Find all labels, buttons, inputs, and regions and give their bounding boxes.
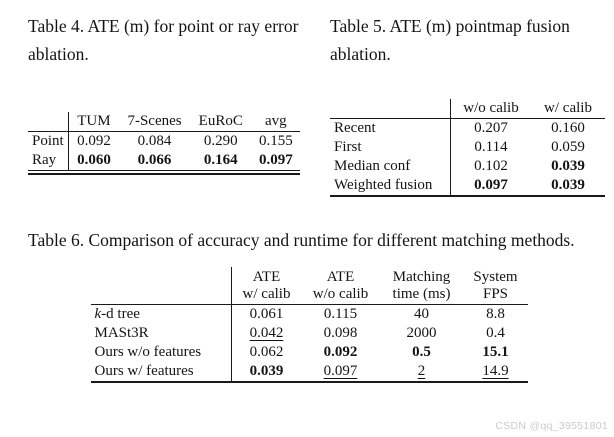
column-header: [302, 267, 380, 305]
column-header: EuRoC: [190, 112, 252, 132]
table4-block: [28, 12, 300, 180]
column-header-line2: FPS: [482, 286, 509, 302]
row-label: Ray: [28, 151, 68, 171]
table6-block: [28, 226, 590, 388]
row-label-italic: k: [94, 306, 102, 322]
csdn-watermark: CSDN @qq_39551801: [495, 420, 608, 432]
column-header-line2: time (ms): [392, 286, 451, 302]
cell: 0.114: [474, 139, 508, 155]
cell: 0.059: [551, 139, 585, 155]
column-header-line1: ATE: [326, 269, 355, 285]
column-header: [231, 267, 302, 305]
table-row: [330, 138, 605, 157]
cell: 2: [417, 363, 426, 379]
row-label: [91, 305, 232, 325]
cell: 0.097: [323, 363, 358, 379]
row-label: Weighted fusion: [330, 176, 451, 196]
cell: 0.5: [412, 344, 431, 360]
table5-caption: Table 5. ATE (m) pointmap fusion ablation.: [330, 16, 570, 64]
row-label: Median conf: [330, 157, 451, 176]
table6-header-row: [91, 267, 528, 305]
table6: [91, 267, 528, 383]
corner-cell: [28, 112, 68, 132]
table5: [330, 99, 608, 197]
cell: 0.066: [137, 152, 172, 168]
table6-caption: Table 6. Comparison of accuracy and runtime for different matching methods.: [28, 230, 575, 250]
cell: 0.207: [474, 120, 508, 136]
cell: 0.092: [77, 133, 111, 149]
cell: 8.8: [486, 306, 505, 322]
table-row: [330, 119, 605, 139]
column-header: w/ calib: [531, 99, 605, 119]
column-header-line1: System: [473, 269, 518, 285]
row-label-rest: -d tree: [101, 306, 140, 322]
corner-cell: [330, 99, 451, 119]
cell: 0.155: [258, 133, 293, 149]
cell: 0.098: [323, 325, 358, 341]
column-header: avg: [252, 112, 300, 132]
table5-block: [330, 12, 608, 197]
column-header-line1: Matching: [392, 269, 451, 285]
cell: 0.290: [203, 133, 238, 149]
table-row: [28, 132, 300, 152]
column-header: w/o calib: [451, 99, 532, 119]
row-label: First: [330, 138, 451, 157]
table-row: [91, 343, 528, 362]
column-header: TUM: [68, 112, 119, 132]
row-label: MASt3R: [91, 324, 232, 343]
cell: 0.042: [249, 325, 284, 341]
table-row: [91, 362, 528, 382]
cell: 15.1: [482, 344, 509, 360]
table-row: [28, 151, 300, 171]
cell: 0.097: [258, 152, 293, 168]
cell: 2000: [406, 325, 437, 341]
column-header-line2: w/o calib: [312, 286, 369, 302]
cell: 40: [414, 306, 429, 322]
cell: 0.097: [474, 177, 508, 193]
cell: 0.164: [203, 152, 238, 168]
table-row: [330, 157, 605, 176]
table5-header-row: [330, 99, 605, 119]
cell: 0.4: [486, 325, 505, 341]
cell: 0.039: [551, 177, 585, 193]
row-label: Ours w/o features: [91, 343, 232, 362]
row-label: Point: [28, 132, 68, 152]
cell: 0.102: [474, 158, 508, 174]
row-label: Recent: [330, 119, 451, 139]
column-header: [464, 267, 528, 305]
column-header: 7-Scenes: [119, 112, 190, 132]
cell: 0.062: [249, 344, 284, 360]
column-header-line2: w/ calib: [242, 286, 291, 302]
column-header: [380, 267, 464, 305]
cell: 0.092: [323, 344, 358, 360]
cell: 0.060: [77, 152, 111, 168]
table4-header-row: [28, 112, 300, 132]
row-label: Ours w/ features: [91, 362, 232, 382]
cell: 0.084: [137, 133, 172, 149]
table-row: [91, 324, 528, 343]
column-header-line1: ATE: [252, 269, 281, 285]
table4: [28, 112, 300, 175]
cell: 0.039: [249, 363, 284, 379]
cell: 0.115: [323, 306, 358, 322]
table4-caption: Table 4. ATE (m) for point or ray error ablation.: [28, 16, 299, 64]
cell: 0.039: [551, 158, 585, 174]
cell: 14.9: [482, 363, 509, 379]
table-row: [330, 176, 605, 196]
cell: 0.160: [551, 120, 585, 136]
table-row: [91, 305, 528, 325]
cell: 0.061: [249, 306, 284, 322]
corner-cell: [91, 267, 232, 305]
